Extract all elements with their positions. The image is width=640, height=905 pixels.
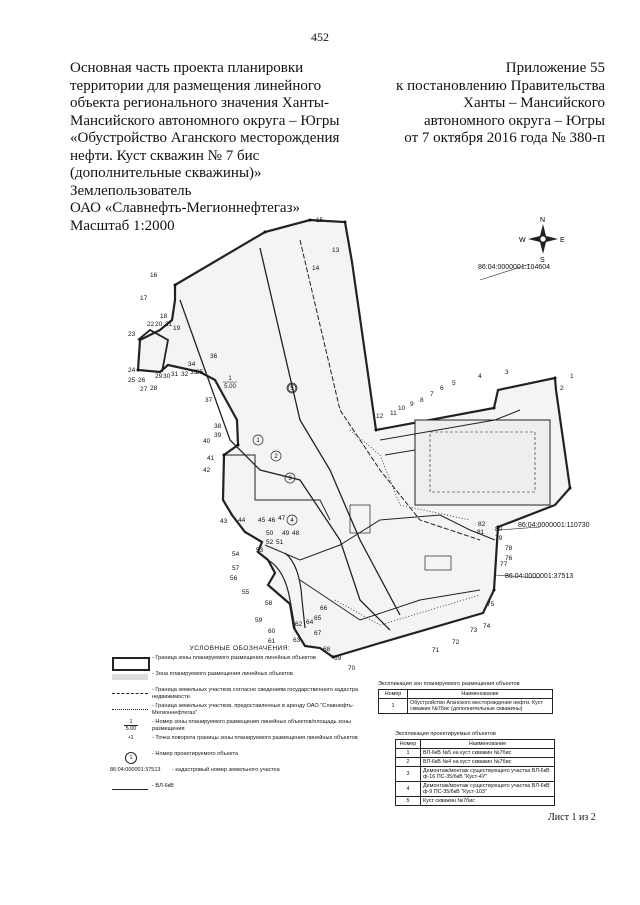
legend-text: - Граница зоны планируемого размещения линейных объектов	[152, 655, 316, 661]
point-label: 74	[483, 623, 491, 630]
point-label: 59	[255, 617, 263, 624]
point-label: 8	[420, 397, 424, 404]
object-number: 1	[256, 438, 260, 444]
point-label: 60	[268, 628, 276, 635]
boundary-point	[223, 454, 226, 457]
point-label: 22	[147, 321, 155, 328]
point-label: 82	[478, 521, 486, 528]
table-cell: ВЛ-6кВ №5 на куст скважин №7бис	[421, 749, 555, 758]
point-label: 32	[181, 371, 189, 378]
title-line: объекта регионального значения Ханты-	[70, 95, 330, 111]
legend-text: - Зона планируемого размещения линейных объектов	[152, 671, 293, 677]
point-label: 67	[314, 630, 322, 637]
explication-table	[395, 739, 555, 806]
legend-circle-num: 1	[125, 752, 137, 764]
point-label: 23	[128, 331, 136, 338]
table-cell: Демонтаж/монтаж существующего участка ВЛ-6кВ ф-16 ПС-35/6кВ "Куст-4У"	[421, 767, 555, 782]
table-row	[396, 767, 555, 782]
table-cell: Куст скважин №7бис	[421, 797, 555, 806]
point-label: 64	[306, 619, 314, 626]
zone-area: 5.00	[224, 384, 236, 390]
point-label: 76	[505, 555, 513, 562]
compass-s: S	[540, 257, 545, 264]
table-header-row	[379, 690, 553, 699]
table-row	[396, 758, 555, 767]
title-line: территории для размещения линейного	[70, 77, 322, 94]
point-label: 2	[560, 385, 564, 392]
point-label: 73	[470, 627, 478, 634]
page-number: 452	[311, 30, 329, 44]
point-label: 25	[128, 377, 136, 384]
point-label: 79	[495, 535, 503, 542]
point-label: 15	[316, 217, 324, 224]
point-label: 28	[150, 385, 158, 392]
point-label: 61	[268, 638, 276, 645]
point-label: 27	[140, 386, 148, 393]
point-label: 34	[188, 361, 196, 368]
explication-zones	[378, 681, 553, 714]
legend-item	[110, 751, 370, 765]
legend-item	[110, 671, 370, 685]
point-label: 65	[314, 615, 322, 622]
table-cell: 5	[396, 797, 421, 806]
zone-number: 1	[228, 376, 232, 382]
legend-text: - ВЛ-6кВ	[152, 783, 174, 789]
point-label: 81	[477, 529, 485, 536]
boundary-point	[554, 377, 557, 380]
scale-label: Масштаб 1:2000	[70, 217, 175, 234]
legend-zone-area: 5.00	[125, 726, 137, 732]
cadastre-boundary-symbol	[110, 687, 152, 701]
point-label: 4	[478, 373, 482, 380]
legend-item	[110, 655, 370, 669]
compass-center	[540, 236, 546, 242]
boundary-point	[569, 487, 572, 490]
zone-fill-symbol	[110, 671, 152, 685]
legend-text: - Номер зоны планируемого размещения линейных объектов/площадь зоны размещения	[152, 719, 351, 732]
point-label: 19	[173, 325, 181, 332]
point-label: 70	[348, 665, 356, 672]
point-label: 45	[258, 517, 266, 524]
point-label: 26	[138, 377, 146, 384]
boundary-point	[264, 231, 267, 234]
point-label: 52	[266, 539, 274, 546]
power-line-symbol	[110, 783, 152, 797]
point-label: 75	[487, 601, 495, 608]
point-label: 48	[292, 530, 300, 537]
cadastral-number-symbol: 86:04:000001:37513	[110, 767, 161, 773]
point-label: 40	[203, 438, 211, 445]
appendix-line: Ханты – Мансийского	[463, 95, 605, 111]
column-header: Наименование	[421, 740, 555, 749]
object-number: 4	[290, 518, 294, 524]
point-label: 20	[155, 321, 163, 328]
point-label: 58	[265, 600, 273, 607]
table-cell: ВЛ-6кВ №4 на куст скважин №7бис	[421, 758, 555, 767]
title-line: Основная часть проекта планировки	[70, 60, 304, 76]
land-user-label: Землепользователь	[70, 182, 192, 199]
point-label: 21	[165, 321, 173, 328]
point-label: 50	[266, 530, 274, 537]
point-label: 68	[323, 646, 331, 653]
sheet-number: Лист 1 из 2	[548, 812, 596, 823]
legend-item	[110, 783, 370, 797]
title-line: «Обустройство Аганского месторождения	[70, 130, 340, 146]
table-header-row	[396, 740, 555, 749]
point-label: 62	[295, 621, 303, 628]
title-line: нефти. Куст скважин № 7 бис	[70, 147, 260, 164]
object-number-symbol	[110, 751, 152, 765]
point-label: 37	[205, 397, 213, 404]
point-label: 10	[398, 405, 406, 412]
point-label: 72	[452, 639, 460, 646]
compass-rose	[518, 214, 568, 264]
point-label: 80	[495, 526, 503, 533]
appendix-line: к постановлению Правительства	[396, 77, 605, 94]
appendix-line: автономного округа – Югры	[423, 112, 605, 129]
point-label: 47	[278, 515, 286, 522]
land-user-name: ОАО «Славнефть-Мегионнефтегаз»	[70, 200, 301, 216]
point-label: 71	[432, 647, 440, 654]
compass-e: E	[560, 237, 565, 244]
point-label: 12	[376, 413, 384, 420]
legend-text: - Номер проектируемого объекта	[152, 751, 239, 757]
point-label: 33	[190, 369, 198, 376]
point-label: 17	[140, 295, 148, 302]
point-label: 41	[207, 455, 215, 462]
explication-caption: Экспликация зон планируемого размещения объектов	[378, 681, 520, 687]
legend-item	[110, 703, 370, 717]
column-header: Номер	[396, 740, 421, 749]
zone-number-symbol	[110, 719, 152, 733]
boundary-point	[375, 429, 378, 432]
appendix-line: Приложение 55	[505, 60, 605, 76]
point-label: 29	[155, 373, 163, 380]
boundary-point	[237, 444, 240, 447]
legend-point-num: 1	[130, 735, 134, 741]
point-label: 16	[150, 272, 158, 279]
column-header: Наименование	[408, 690, 553, 699]
table-row	[396, 749, 555, 758]
turn-point-symbol: •1	[128, 735, 134, 741]
legend-text: - Граница земельных участков согласно сведениям государственного кадастра недвижимости	[152, 687, 359, 700]
point-label: 3	[505, 369, 509, 376]
point-label: 11	[390, 410, 397, 417]
point-label: 30	[163, 373, 171, 380]
point-label: 6	[440, 385, 444, 392]
point-label: 55	[242, 589, 250, 596]
cadastral-number: 86:04:0000001:37513	[505, 573, 574, 580]
point-label: 63	[293, 637, 301, 644]
point-label: 46	[268, 517, 276, 524]
point-label: 13	[332, 247, 340, 254]
point-label: 14	[312, 265, 320, 272]
lease-boundary-symbol	[110, 703, 152, 717]
legend-text: - Граница земельных участков, предоставленных в аренду ОАО "Славнефть-Мегионнефтегаз"	[152, 703, 354, 716]
table-row	[396, 797, 555, 806]
point-label: 78	[505, 545, 513, 552]
column-header: Номер	[379, 690, 408, 699]
legend-text: - кадастровый номер земельного участка	[172, 767, 280, 773]
point-label: 39	[214, 432, 222, 439]
point-label: 36	[210, 353, 218, 360]
point-label: 1	[570, 373, 574, 380]
point-label: 44	[238, 517, 246, 524]
boundary-point	[493, 407, 496, 410]
table-cell: 1	[379, 699, 408, 714]
point-label: 77	[500, 561, 508, 568]
object-number: 3	[288, 476, 292, 482]
legend-item	[110, 735, 370, 749]
legend-item	[110, 719, 370, 733]
point-label: 56	[230, 575, 238, 582]
compass-n: N	[540, 217, 546, 224]
point-label: 24	[128, 367, 136, 374]
point-label: 31	[171, 371, 179, 378]
cadastral-number: 86:04:0000001:104604	[478, 264, 551, 271]
legend-item	[110, 767, 370, 781]
table-cell: Обустройство Аганского месторождения нефти. Куст скважин №7бис (дополнительные скважины)	[408, 699, 553, 714]
explication-caption: Экспликация проектируемых объектов	[395, 731, 496, 737]
table-cell: 3	[396, 767, 421, 782]
map-legend	[110, 645, 370, 799]
legend-item	[110, 687, 370, 701]
boundary-point	[344, 221, 347, 224]
cadastral-number: 86:04:0000001:110730	[518, 522, 590, 529]
point-label: 53	[256, 547, 264, 554]
table-cell: 2	[396, 758, 421, 767]
table-cell: 4	[396, 782, 421, 797]
point-label: 66	[320, 605, 328, 612]
point-label: 7	[430, 391, 434, 398]
point-label: 35	[196, 369, 204, 376]
object-number: 2	[274, 454, 278, 460]
point-label: 38	[214, 423, 222, 430]
compass-w: W	[519, 237, 526, 244]
title-line: Мансийского автономного округа – Югры	[70, 112, 340, 129]
point-label: 9	[410, 401, 414, 408]
boundary-point	[174, 284, 177, 287]
legend-title: УСЛОВНЫЕ ОБОЗНАЧЕНИЯ:	[189, 645, 291, 652]
explication-table	[378, 689, 553, 714]
point-label: 42	[203, 467, 211, 474]
legend-zone-num: 1	[129, 719, 133, 725]
table-cell: Демонтаж/монтаж существующего участка ВЛ-6кВ ф-9 ПС-35/6кВ "Куст-103"	[421, 782, 555, 797]
appendix-line: от 7 октября 2016 года № 380-п	[404, 130, 605, 146]
table-row	[396, 782, 555, 797]
point-label: 54	[232, 551, 240, 558]
table-row	[379, 699, 553, 714]
table-cell: 1	[396, 749, 421, 758]
point-label: 51	[276, 539, 284, 546]
point-label: 43	[220, 518, 228, 525]
boundary-point	[493, 589, 496, 592]
boundary-point	[309, 219, 312, 222]
boundary-point	[137, 369, 140, 372]
point-label: 57	[232, 565, 240, 572]
explication-objects	[395, 731, 555, 806]
point-label: 49	[282, 530, 290, 537]
legend-text: - Точка поворота границы зоны планируемого размещения линейных объектов	[152, 735, 358, 741]
point-label: 18	[160, 313, 168, 320]
point-label: 5	[452, 380, 456, 387]
zone-boundary-symbol	[110, 655, 152, 669]
point-label: 69	[334, 655, 342, 662]
title-line: (дополнительные скважины)»	[70, 165, 262, 181]
object-number: 5	[290, 386, 294, 392]
